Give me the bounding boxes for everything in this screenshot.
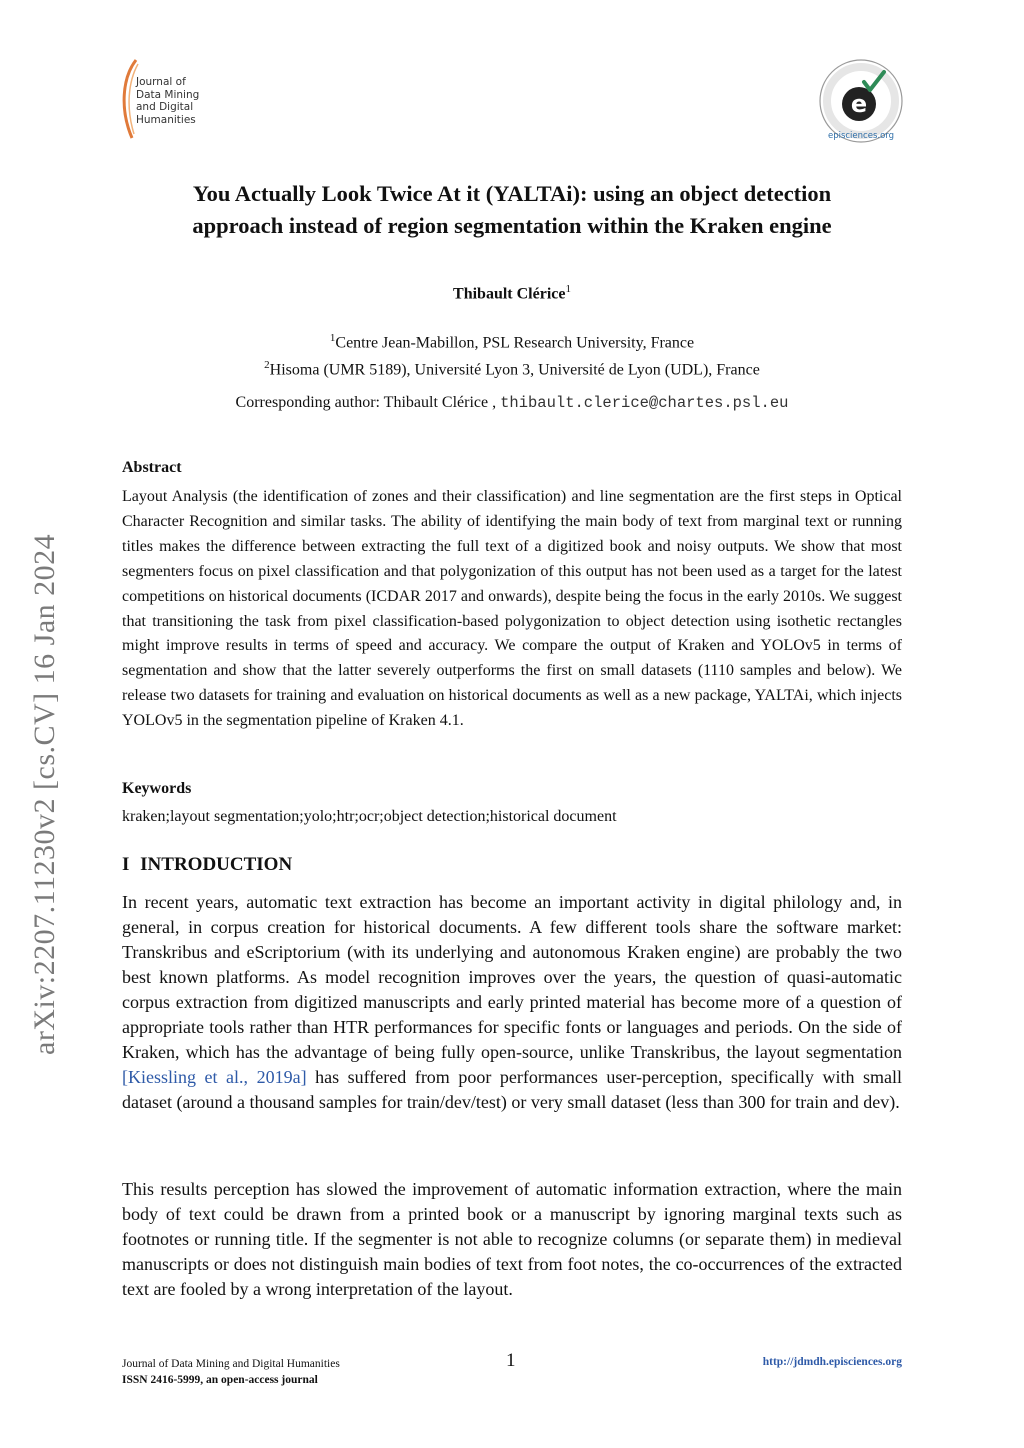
keywords-heading: Keywords — [122, 780, 192, 797]
corresponding-label: Corresponding author: Thibault Clérice , — [235, 394, 497, 411]
affiliation-text: Centre Jean-Mabillon, PSL Research University, France — [335, 334, 695, 352]
affiliations — [100, 327, 924, 382]
intro-p1-text: In recent years, automatic text extraction has become an important activity in digital philology and, in general, in corpus creation for historical documents. A few different tools share the software market: Transkribus and eScriptorium (with its underlying and autonomous Kraken engine) are probably the two best known platforms. As model recognition improves over the years, the question of quasi-automatic corpus extraction from digitized manuscripts and early printed material has become more of a question of appropriate tools rather than HTR performances for specific fonts or languages and periods. On the side of Kraken, which has the advantage of being fully open-source, unlike Transkribus, the layout segmentation — [122, 892, 902, 1062]
section-heading — [122, 854, 902, 876]
affiliation-sup: 1 — [329, 332, 336, 344]
svg-text:e: e — [850, 90, 868, 118]
citation-link[interactable]: [Kiessling et al., 2019a] — [122, 1067, 307, 1087]
affiliation-sup: 2 — [264, 359, 270, 372]
journal-logo — [118, 58, 208, 142]
affiliation-1 — [100, 327, 924, 354]
affiliation-2 — [100, 354, 924, 381]
author-line — [100, 283, 924, 303]
arxiv-stamp: arXiv:2207.11230v2 [cs.CV] 16 Jan 2024 — [28, 533, 61, 1055]
paper-title-line: approach instead of region segmentation within the Kraken engine — [192, 213, 832, 238]
section-title: INTRODUCTION — [140, 854, 293, 875]
author-name: Thibault Clérice — [453, 285, 566, 303]
corresponding-email-link[interactable]: thibault.clerice@chartes.psl.eu — [500, 394, 789, 412]
affiliation-text: Hisoma (UMR 5189), Université Lyon 3, Université de Lyon (UDL), France — [269, 361, 760, 379]
page-number: 1 — [506, 1350, 516, 1371]
episciences-logo — [818, 58, 904, 144]
journal-logo-text: Journal of Data Mining and Digital Humanities — [136, 76, 200, 126]
abstract-text: Layout Analysis (the identification of zones and their classification) and line segmentation are the first steps in Optical Character Recognition and similar tasks. The ability of identifying the main body of text from marginal text or running titles makes the difference between extracting the full text of a digitized book and noisy outputs. We show that most segmenters focus on pixel classification and that polygonization of this output has not been used as a target for the latest competitions on historical documents (ICDAR 2017 and onwards), despite being the focus in the early 2010s. We suggest that transitioning the task from pixel classification-based polygonization to object detection using isothetic rectangles might improve results in terms of speed and accuracy. We compare the output of Kraken and YOLOv5 in terms of segmentation and show that the latter severely outperforms the first on small datasets (1110 samples and below). We release two datasets for training and evaluation on historical documents as well as a new package, YALTAi, which injects YOLOv5 in the segmentation pipeline of Kraken 4.1. — [122, 488, 902, 730]
footer-issn: ISSN 2416-5999, an open-access journal — [122, 1374, 318, 1386]
footer-url-link[interactable]: http://jdmdh.episciences.org — [762, 1356, 902, 1368]
corresponding-author — [100, 394, 924, 412]
episciences-logo-text: episciences.org — [827, 131, 895, 141]
intro-p1-text-end: has suffered from poor performances user-perception, specifically with small dataset (around a thousand samples for train/dev/test) or very small dataset (less than 300 for train and dev). — [122, 1067, 903, 1112]
footer-journal-name: Journal of Data Mining and Digital Humanities — [122, 1358, 340, 1370]
keywords-text: kraken;layout segmentation;yolo;htr;ocr;object detection;historical document — [122, 808, 617, 825]
section-number: I — [122, 854, 130, 875]
intro-paragraph-2: This results perception has slowed the improvement of automatic information extraction, where the main body of text could be drawn from a printed book or a manuscript by ignoring marginal texts such as footnotes or running title. If the segmenter is not able to recognize columns (or separate them) in medieval manuscripts or does not distinguish main bodies of text from foot notes, the co-occurrences of the extracted text are fooled by a wrong interpretation of the layout. — [122, 1179, 902, 1299]
paper-title-line: You Actually Look Twice At it (YALTAi): using an object detection — [192, 181, 832, 206]
author-affil-sup: 1 — [565, 283, 571, 295]
footer-journal — [122, 1356, 340, 1388]
intro-paragraph-1 — [122, 890, 902, 1115]
abstract-heading: Abstract — [122, 459, 182, 476]
paper-title — [100, 178, 924, 242]
